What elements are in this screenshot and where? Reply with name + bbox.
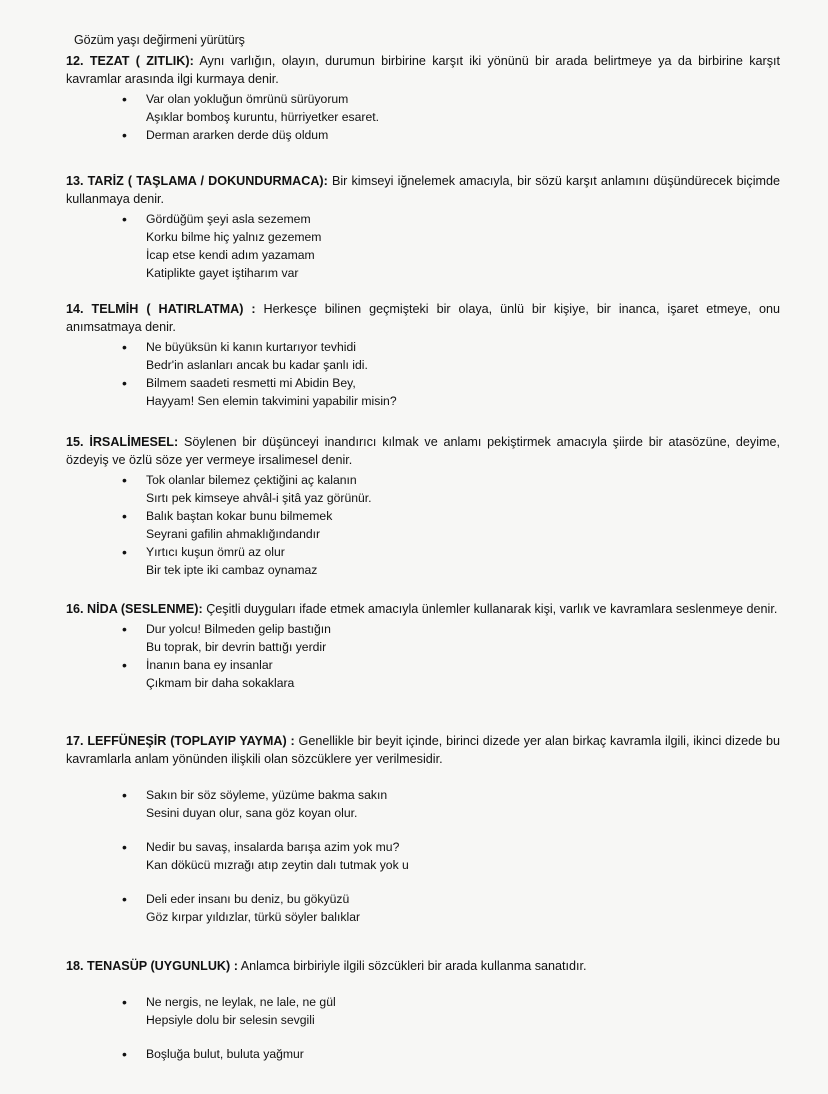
example-line: Aşıklar bomboş kuruntu, hürriyetker esaret. [146,110,380,124]
example-line: Seyrani gafilin ahmaklığındandır [146,527,321,541]
section-definition: Çeşitli duyguları ifade etmek amacıyla ünlemler kullanarak kişi, varlık ve kavramlara seslenmeye denir. [206,602,778,616]
example-line: • Var olan yokluğun ömrünü sürüyorum [146,92,349,106]
example-line: Bir tek ipte iki cambaz oynamaz [146,563,318,577]
section-heading [66,172,780,208]
example-line: Katiplikte gayet iştiharım var [146,266,299,280]
example-line: Sesini duyan olur, sana göz koyan olur. [146,806,358,820]
example-item [146,90,780,126]
example-line: • Bilmem saadeti resmetti mi Abidin Bey, [146,376,356,390]
section-term: TARİZ ( TAŞLAMA / DOKUNDURMACA): [87,174,328,188]
example-item [146,471,780,507]
example-line: Sırtı pek kimseye ahvâl-i şitâ yaz görünür. [146,491,372,505]
example-item [146,786,780,822]
example-line: • İnanın bana ey insanlar [146,658,273,672]
section-tenasup [66,957,780,1063]
example-line: Bedr'in aslanları ancak bu kadar şanlı idi. [146,358,368,372]
example-item [146,838,780,874]
example-item [146,126,780,144]
section-definition: Herkesçe bilinen geçmişteki bir olaya, ünlü bir kişiye, bir inanca, işaret etmeye, onu anımsatmaya denir. [66,302,781,334]
example-line: Bu toprak, bir devrin battığı yerdir [146,640,327,654]
example-item [146,1045,780,1063]
example-list [66,90,780,144]
example-line: • Gördüğüm şeyi asla sezemem [146,212,311,226]
section-heading [66,300,780,336]
section-definition: Söylenen bir düşünceyi inandırıcı kılmak ve anlamı pekiştirmek amacıyla şiirde bir atasözüne, deyime, özdeyiş ve özlü söze yer vermeye irsalimesel denir. [66,435,781,467]
example-list [66,993,780,1063]
example-line: • Sakın bir söz söyleme, yüzüme bakma sakın [146,788,388,802]
example-item [146,890,780,926]
example-line: • Derman ararken derde düş oldum [146,128,329,142]
example-item [146,993,780,1029]
section-telmih [66,300,780,410]
section-nida [66,600,780,692]
example-list [66,471,780,579]
example-item [146,507,780,543]
section-number: 17. [66,734,84,748]
example-list [66,210,780,282]
intro-line: Gözüm yaşı değirmeni yürütürş [74,33,245,47]
section-number: 13. [66,174,84,188]
section-heading [66,433,780,469]
example-item [146,656,780,692]
section-definition: Anlamca birbiriyle ilgili sözcükleri bir arada kullanma sanatıdır. [240,959,587,973]
example-line: Kan dökücü mızrağı atıp zeytin dalı tutmak yok u [146,858,409,872]
section-definition: Genellikle bir beyit içinde, birinci dizede yer alan birkaç kavramla ilgili, ikinci dizede bu kavramlarla anlam yönünden ilişkili olan sözcüklere yer verilmesidir. [66,734,780,766]
section-term: TELMİH ( HATIRLATMA) : [91,302,256,316]
example-line: • Yırtıcı kuşun ömrü az olur [146,545,285,559]
example-line: • Ne nergis, ne leylak, ne lale, ne gül [146,995,336,1009]
example-item [146,338,780,374]
section-definition: Bir kimseyi iğnelemek amacıyla, bir sözü karşıt anlamını düşündürecek biçimde kullanmaya denir. [66,174,781,206]
section-heading [66,732,780,768]
section-term: LEFFÜNEŞİR (TOPLAYIP YAYMA) : [87,734,295,748]
section-term: İRSALİMESEL: [89,435,179,449]
example-line: • Deli eder insanı bu deniz, bu gökyüzü [146,892,350,906]
section-irsalimesel [66,433,780,579]
section-number: 15. [66,435,84,449]
example-line: • Ne büyüksün ki kanın kurtarıyor tevhidi [146,340,356,354]
section-heading [66,600,780,618]
example-list [66,620,780,692]
section-term: TENASÜP (UYGUNLUK) : [87,959,238,973]
example-line: Hepsiyle dolu bir selesin sevgili [146,1013,315,1027]
section-heading [66,957,780,975]
example-line: • Nedir bu savaş, insalarda barışa azim yok mu? [146,840,400,854]
example-line: İcap etse kendi adım yazamam [146,248,315,262]
example-line: • Boşluğa bulut, buluta yağmur [146,1047,304,1061]
example-item [146,620,780,656]
example-item [146,374,780,410]
section-number: 12. [66,54,84,68]
section-heading [66,52,780,88]
section-definition: Aynı varlığın, olayın, durumun birbirine karşıt iki yönünü bir arada belirtmeye ya da birbirine karşıt kavramlar arasında ilgi kurmaya denir. [66,54,780,86]
example-line: • Tok olanlar bilemez çektiğini aç kalanın [146,473,357,487]
section-number: 16. [66,602,84,616]
example-line: • Balık baştan kokar bunu bilmemek [146,509,333,523]
section-term: TEZAT ( ZITLIK): [89,54,194,68]
section-leffuneshir [66,732,780,926]
section-tariz [66,172,780,282]
example-list [66,338,780,410]
example-line: Çıkmam bir daha sokaklara [146,676,295,690]
section-term: NİDA (SESLENME): [87,602,203,616]
example-line: Hayyam! Sen elemin takvimini yapabilir misin? [146,394,397,408]
example-item [146,210,780,282]
example-line: • Dur yolcu! Bilmeden gelip bastığın [146,622,331,636]
section-number: 18. [66,959,84,973]
example-line: Korku bilme hiç yalnız gezemem [146,230,322,244]
example-item [146,543,780,579]
example-line: Göz kırpar yıldızlar, türkü söyler balıklar [146,910,361,924]
example-list [66,786,780,926]
section-number: 14. [66,302,84,316]
section-tezat [66,52,780,144]
